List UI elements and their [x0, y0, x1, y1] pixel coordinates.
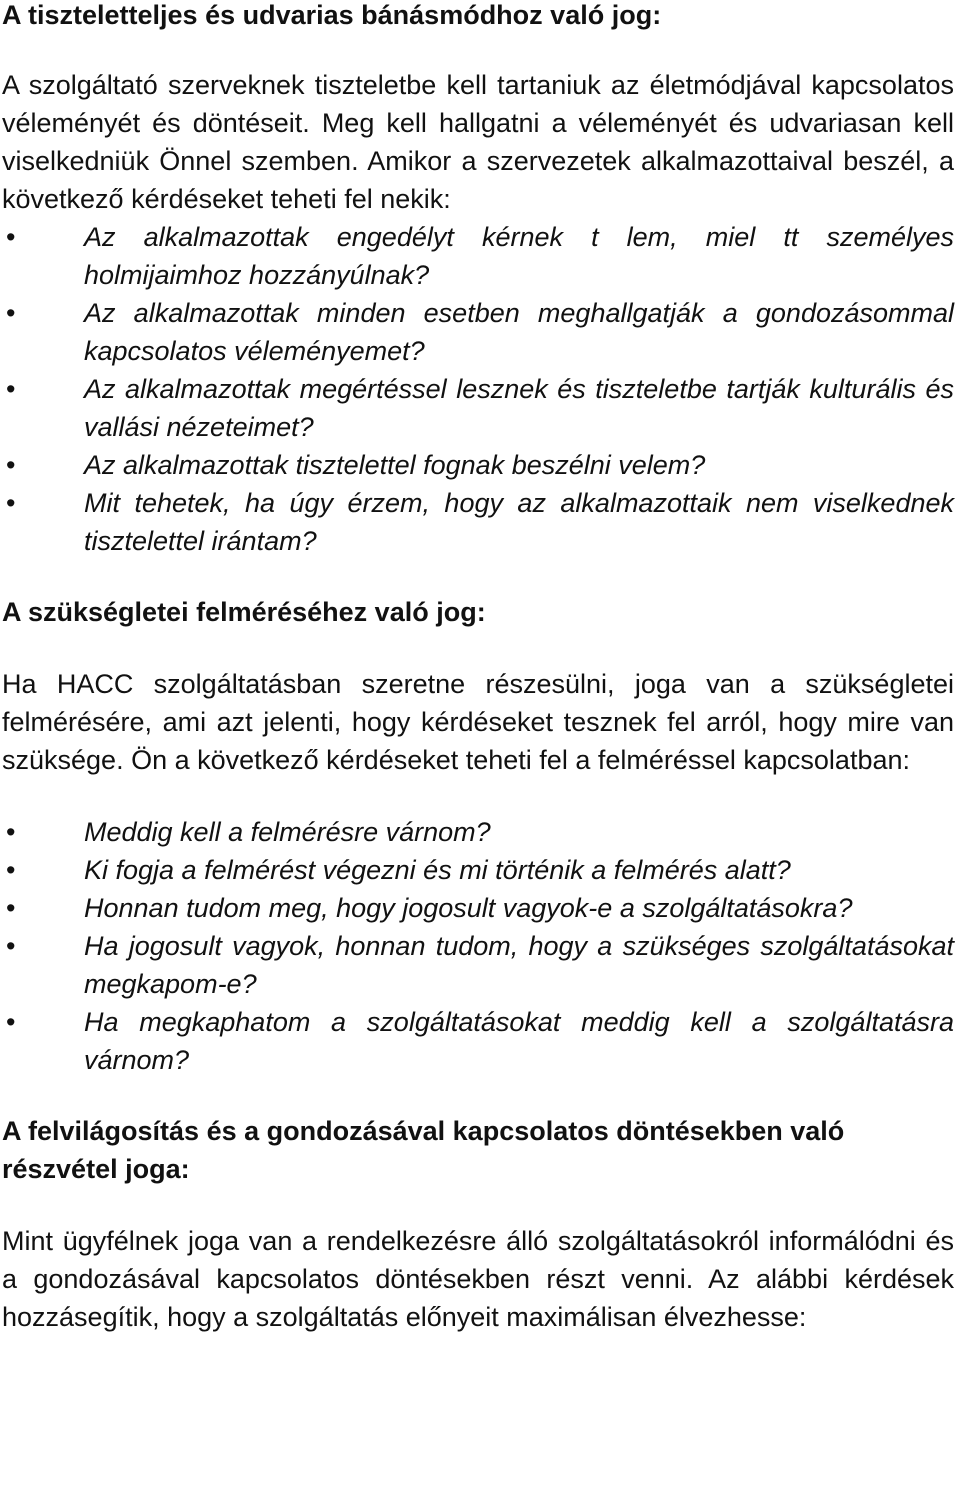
- question-list-assessment: [2, 813, 954, 1079]
- bullet-icon: •: [6, 931, 16, 961]
- section-paragraph-assessment: Ha HACC szolgáltatásban szeretne részesülni, joga van a szükségletei felmérésére, ami azt jelenti, hogy kérdéseket tesznek fel arról, hogy mire van szüksége. Ön a következő kérdéseket teheti fel a felméréssel kapcsolatban:: [2, 669, 954, 775]
- list-item: • Mit tehetek, ha úgy érzem, hogy az alkalmazottaik nem viselkednek tisztelettel irántam?: [2, 484, 954, 560]
- list-item: • Ha megkaphatom a szolgáltatásokat meddig kell a szolgáltatásra várnom?: [2, 1003, 954, 1079]
- bullet-icon: •: [6, 817, 16, 847]
- bullet-icon: •: [6, 488, 16, 518]
- list-item: • Honnan tudom meg, hogy jogosult vagyok-e a szolgáltatásokra?: [2, 889, 954, 927]
- bullet-icon: •: [6, 1007, 16, 1037]
- section-heading-assessment: A szükségletei felméréséhez való jog:: [2, 597, 486, 627]
- list-item: • Az alkalmazottak tisztelettel fognak beszélni velem?: [2, 446, 954, 484]
- bullet-icon: •: [6, 298, 16, 328]
- list-item: • Az alkalmazottak megértéssel lesznek és tiszteletbe tartják kulturális és vallási nézeteimet?: [2, 370, 954, 446]
- question-list-respect: [2, 218, 954, 560]
- bullet-icon: •: [6, 222, 16, 252]
- bullet-icon: •: [6, 893, 16, 923]
- section-heading-information: A felvilágosítás és a gondozásával kapcsolatos döntésekben való részvétel joga:: [2, 1116, 845, 1184]
- list-item: • Az alkalmazottak minden esetben meghallgatják a gondozásommal kapcsolatos véleményemet?: [2, 294, 954, 370]
- list-item: • Az alkalmazottak engedélyt kérnek t lem, miel tt személyes holmijaimhoz hozzányúlnak?: [2, 218, 954, 294]
- section-heading-respect: A tiszteletteljes és udvarias bánásmódhoz való jog:: [2, 0, 662, 30]
- list-item: • Meddig kell a felmérésre várnom?: [2, 813, 954, 851]
- document-page: [2, 0, 954, 1336]
- bullet-icon: •: [6, 374, 16, 404]
- list-item: • Ha jogosult vagyok, honnan tudom, hogy a szükséges szolgáltatásokat megkapom-e?: [2, 927, 954, 1003]
- bullet-icon: •: [6, 450, 16, 480]
- section-paragraph-respect: A szolgáltató szerveknek tiszteletbe kell tartaniuk az életmódjával kapcsolatos véleményét és döntéseit. Meg kell hallgatni a véleményét és udvariasan kell viselkedniük Önnel szemben. Amikor a szervezetek alkalmazottaival beszél, a következő kérdéseket teheti fel nekik:: [2, 70, 954, 214]
- bullet-icon: •: [6, 855, 16, 885]
- section-paragraph-information: Mint ügyfélnek joga van a rendelkezésre álló szolgáltatásokról informálódni és a gondozásával kapcsolatos döntésekben részt venni. Az alábbi kérdések hozzásegítik, hogy a szolgáltatás előnyeit maximálisan élvezhesse:: [2, 1226, 954, 1332]
- list-item: • Ki fogja a felmérést végezni és mi történik a felmérés alatt?: [2, 851, 954, 889]
